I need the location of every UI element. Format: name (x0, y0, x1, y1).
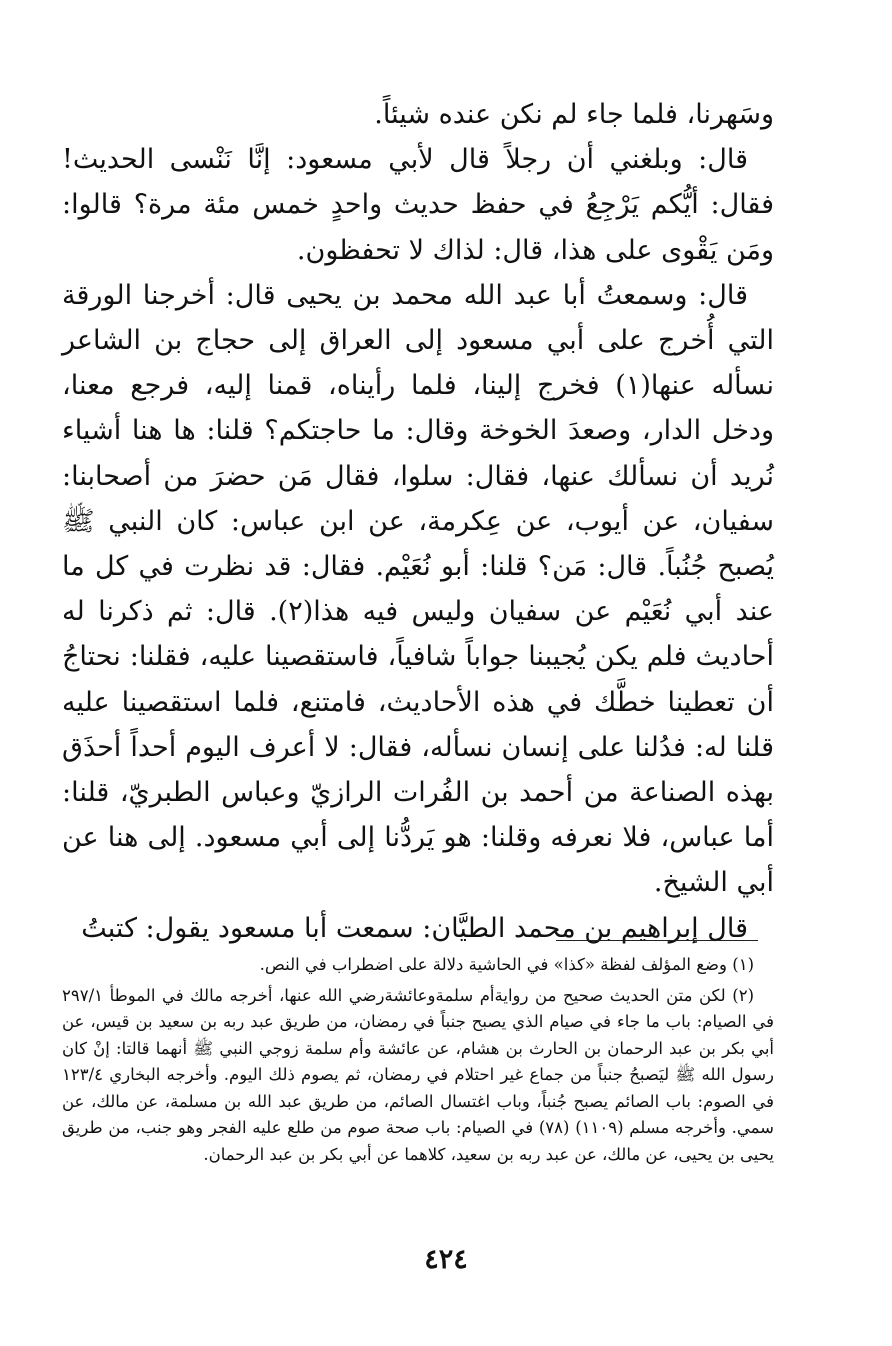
main-text-body (62, 92, 774, 951)
footnote-1: (١) وضع المؤلف لفظة «كذا» في الحاشية دلالة على اضطراب في النص. (259, 955, 754, 974)
page-number: ٤٢٤ (424, 1244, 468, 1275)
paragraph-1: وسَهرنا، فلما جاء لم نكن عنده شيئاً. (374, 99, 774, 130)
paragraph-3: قال: وسمعتُ أبا عبد الله محمد بن يحيى قال: أخرجنا الورقة التي أُخرج على أبي مسعود إلى العراق إلى حجاج بن الشاعر نسأله عنها(١) فخرج إلينا، فلما رأيناه، قمنا إليه، فرجع معنا، ودخل الدار، وصعدَ الخوخة وقال: ما حاجتكم؟ قلنا: ها هنا أشياء نُريد أن نسألك عنها، فقال: سلوا، فقال مَن حضرَ من أصحابنا: سفيان، عن أيوب، عن عِكرمة، عن ابن عباس: كان النبي ﷺ يُصبح جُنُباً. قال: مَن؟ قلنا: أبو نُعَيْم. فقال: قد نظرت في كل ما عند أبي نُعَيْم عن سفيان وليس فيه هذا(٢). قال: ثم ذكرنا له أحاديث فلم يكن يُجيبنا جواباً شافياً، فاستقصينا عليه، فقلنا: نحتاجُ أن تعطينا خطَّك في هذه الأحاديث، فامتنع، فلما استقصينا عليه قلنا له: فدُلنا على إنسان نسأله، فقال: لا أعرف اليوم أحداً أحذَق بهذه الصناعة من أحمد بن الفُرات الرازيّ وعباس الطبريّ، قلنا: أما عباس، فلا نعرفه وقلنا: هو يَردُّنا إلى أبي مسعود. إلى هنا عن أبي الشيخ. (62, 279, 774, 899)
footnote-2: (٢) لكن متن الحديث صحيح من روايةأم سلمةوعائشةرضي الله عنها، أخرجه مالك في الموطأ ٢٩٧/١ في الصيام: باب ما جاء في صيام الذي يصبح جنباً في رمضان، من طريق عبد ربه بن سعيد بن قيس، عن أبي بكر بن عبد الرحمان بن الحارث بن هشام، عن عائشة وأم سلمة زوجي النبي ﷺ أنهما قالتا: إنْ كان رسول الله ﷺ ليَصبحُ جنباً من جماع غير احتلام في رمضان، ثم يصوم ذلك اليوم. وأخرجه البخاري ١٢٣/٤ في الصوم: باب الصائم يصبح جُنباً، وباب اغتسال الصائم، من طريق عبد الله بن مسلمة، عن مالك، عن سمي. وأخرجه مسلم (١١٠٩) (٧٨) في الصيام: باب صحة صوم من طلع عليه الفجر وهو جنب، من طريق يحيى بن يحيى، عن مالك، عن عبد ربه بن سعيد، كلاهما عن أبي بكر بن عبد الرحمان. (62, 985, 775, 1164)
footnote-separator (556, 940, 758, 941)
footnotes-section (62, 952, 774, 1168)
paragraph-2: قال: وبلغني أن رجلاً قال لأبي مسعود: إنَّا نَنْسى الحديث! فقال: أيُّكم يَرْجِعُ في حفظ حديث واحدٍ خمس مئة مرة؟ قالوا: ومَن يَقْوى على هذا، قال: لذاك لا تحفظون. (62, 144, 774, 266)
paragraph-4: قال إبراهيم بن محمد الطيَّان: سمعت أبا مسعود يقول: كتبتُ (81, 912, 748, 944)
